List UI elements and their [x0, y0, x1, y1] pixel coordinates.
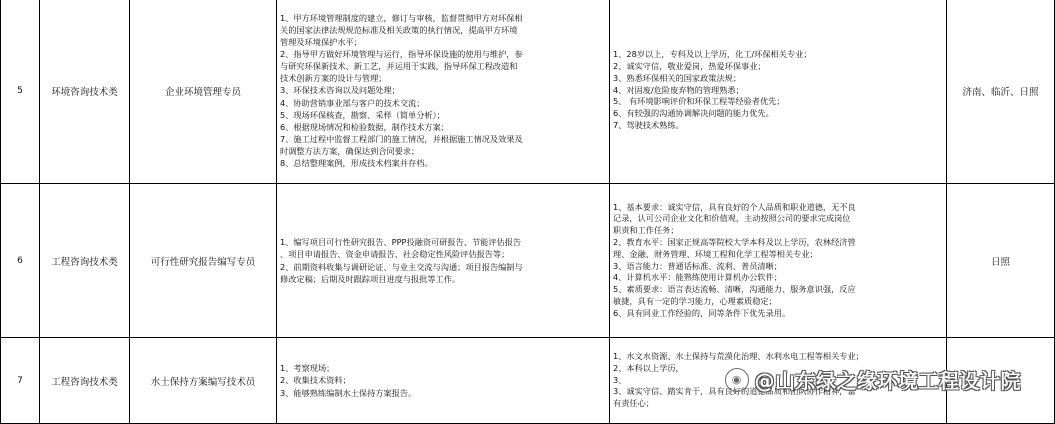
duty-line: 1、考察现场；: [280, 363, 335, 374]
requirement-line: 3、熟悉环保相关的国家政策法规；: [613, 72, 742, 83]
duty-line: 2、前期资料收集与调研论证、与业主交流与沟通；项目报告编制与: [280, 261, 523, 272]
job-category: 工程咨询技术类: [40, 184, 130, 338]
duty-line: 、项目申请报告、资金申请报告、社会稳定性风险评估报告等；: [280, 249, 510, 260]
job-requirements: [610, 184, 947, 338]
job-category: 环境咨询技术类: [40, 0, 130, 184]
watermark-text: @ 山东绿之缘环境工程设计院: [755, 365, 1022, 394]
job-location: 济南、临沂、日照: [947, 0, 1055, 184]
requirement-line: 2、诚实守信，敬业爱岗，热爱环保事业；: [613, 61, 766, 71]
row-number: 6: [1, 184, 40, 338]
requirement-line: 4、对固废/危险废弃物的管理熟悉；: [613, 84, 744, 95]
requirement-line: 5、素质要求：语言表达流畅、清晰，沟通能力、服务意识强，反应: [613, 284, 856, 295]
duty-line: 1、甲方环境管理制度的建立，修订与审核，监督贯彻甲方对环保相: [280, 12, 523, 23]
table-row: [1, 184, 1055, 338]
requirement-line: 3、语言能力：普通话标准、流利、普员清晰；: [613, 260, 782, 271]
duty-line: 6、根据现场情况和检验数据，制作技术方案；: [280, 121, 449, 132]
requirement-line: 职责和工作任务；: [613, 225, 679, 236]
duty-line: 与研究环保新技术、新工艺，并运用于实践，指导环保工程改造和: [280, 61, 518, 72]
requirement-line: 理、金融、财务管理、环境工程和化学工程等相关专业；: [613, 248, 818, 259]
duty-line: 关的国家法律法规规范标准及相关政策的执行情况，提高甲方环境: [280, 24, 518, 35]
requirement-line: 5、 有环境影响评价和环保工程等经验者优先；: [613, 96, 785, 107]
duty-line: 修改定稿；后期及时跟踪项目进度与报批等工作。: [280, 273, 461, 284]
requirement-line: 1、水文水资源、水土保持与荒漠化治理、水利水电工程等相关专业；: [613, 351, 864, 361]
requirement-line: 1、28岁以上，专科及以上学历，化工/环保相关专业；: [613, 49, 812, 60]
duty-line: 2、收集技术资料；: [280, 375, 351, 386]
requirement-line: 3、: [613, 374, 627, 385]
duty-line: 4、协助营销事业部与客户的技术交流；: [280, 97, 425, 108]
row-number: 5: [1, 0, 40, 184]
requirement-line: 3、诚实守信、踏实肯干，具有良好的道德品质和团队协作精神，富: [613, 386, 856, 397]
job-position: 水土保持方案编写技术员: [130, 338, 277, 424]
duty-line: 时调整方法方案，确保达到合同要求；: [280, 145, 420, 156]
requirement-line: 4、计算机水平：能熟练使用计算机办公软件；: [613, 272, 782, 283]
duty-line: 管理及环境保护水平；: [280, 37, 362, 48]
job-requirements: [610, 0, 947, 184]
requirement-line: 有责任心；: [613, 398, 654, 409]
table-row: [1, 0, 1055, 184]
requirement-line: 2、本科以上学历，: [613, 362, 684, 373]
watermark: [725, 365, 1022, 394]
requirement-line: 1、基本要求：诚实守信，具有良好的个人品质和职业道德，无不良: [613, 201, 856, 212]
requirement-line: 6、有较强的沟通协调解决问题的能力优先。: [613, 108, 774, 119]
duty-line: 3、环保技术咨询以及问题处理；: [280, 85, 400, 96]
job-duties: [277, 184, 610, 338]
requirement-line: 6、具有同业工作经验的，同等条件下优先录用。: [613, 307, 791, 318]
job-duties: [277, 338, 610, 424]
duty-line: 7、施工过程中监督工程部门的施工情况，并根据施工情况及效果及: [280, 133, 523, 144]
job-category: 工程咨询技术类: [40, 338, 130, 424]
job-position: 企业环境管理专员: [130, 0, 277, 184]
job-position: 可行性研究报告编写专员: [130, 184, 277, 338]
requirement-line: 记录，认可公司企业文化和价值观，主动按照公司的要求完成岗位: [613, 213, 851, 224]
duty-line: 3、能够熟练编制水土保持方案报告。: [280, 387, 417, 398]
requirement-line: 2、教育水平：国家正规高等院校大学本科及以上学历，农林经济管: [613, 236, 856, 247]
job-location: 日照: [947, 184, 1055, 338]
duty-line: 8、总结整理案例，形成技术档案并存档。: [280, 158, 433, 169]
job-duties: [277, 0, 610, 184]
duty-line: 5、现场环保核查，勘察、采样（简单分析）；: [280, 109, 445, 120]
requirement-line: 敏捷，具有一定的学习能力，心理素质稳定；: [613, 295, 777, 306]
duty-line: 技术创新方案的设计与管理；: [280, 73, 387, 84]
requirement-line: 7、驾驶技术熟练。: [613, 119, 684, 130]
duty-line: 1、编写项目可行性研究报告、PPP投融资可研报告、节能评估报告: [280, 237, 522, 248]
row-number: 7: [1, 338, 40, 424]
wechat-icon: ◉: [725, 368, 749, 392]
duty-line: 2、指导甲方做好环境管理与运行，指导环保设施的使用与维护，参: [280, 49, 523, 60]
